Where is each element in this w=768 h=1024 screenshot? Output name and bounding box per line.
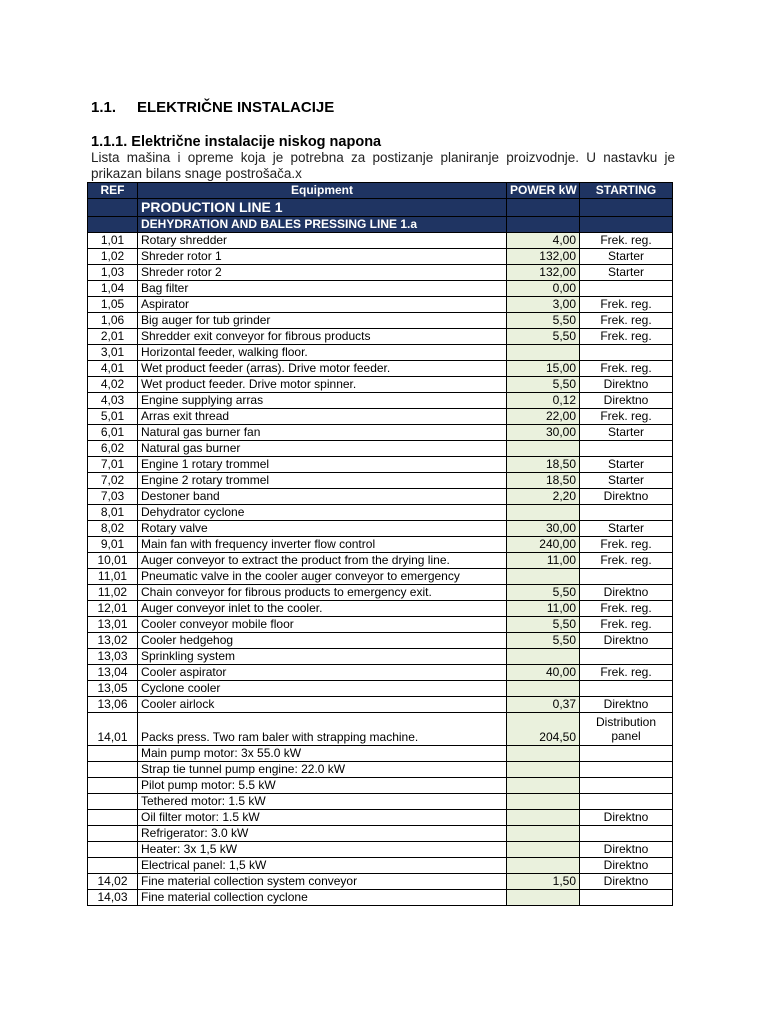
starting-cell: Frek. reg.	[580, 313, 673, 329]
ref-cell: 2,01	[88, 329, 138, 345]
ref-cell: 4,02	[88, 377, 138, 393]
power-cell	[507, 681, 580, 697]
table-row	[88, 265, 673, 281]
production-line-title: PRODUCTION LINE 1	[138, 199, 507, 217]
ref-cell: 3,01	[88, 345, 138, 361]
ref-cell: 8,01	[88, 505, 138, 521]
ref-cell: 14,03	[88, 890, 138, 906]
table-row	[88, 569, 673, 585]
production-line-row	[88, 199, 673, 217]
equipment-cell: Aspirator	[138, 297, 507, 313]
starting-cell: Direktno	[580, 697, 673, 713]
ref-cell: 14,01	[88, 713, 138, 746]
table-row	[88, 601, 673, 617]
table-row	[88, 778, 673, 794]
ref-cell: 1,05	[88, 297, 138, 313]
starting-cell: Direktno	[580, 858, 673, 874]
table-row	[88, 681, 673, 697]
ref-cell: 7,02	[88, 473, 138, 489]
starting-cell: Direktno	[580, 842, 673, 858]
table-row	[88, 473, 673, 489]
starting-cell	[580, 281, 673, 297]
power-cell	[507, 649, 580, 665]
starting-cell	[580, 794, 673, 810]
equipment-cell: Fine material collection cyclone	[138, 890, 507, 906]
power-cell	[507, 505, 580, 521]
ref-cell	[88, 762, 138, 778]
power-cell: 5,50	[507, 617, 580, 633]
equipment-cell: Pneumatic valve in the cooler auger conveyor to emergency	[138, 569, 507, 585]
ref-cell: 1,03	[88, 265, 138, 281]
starting-cell	[580, 345, 673, 361]
starting-cell	[580, 762, 673, 778]
starting-cell: Frek. reg.	[580, 537, 673, 553]
power-cell: 0,37	[507, 697, 580, 713]
starting-cell: Frek. reg.	[580, 601, 673, 617]
starting-cell	[580, 441, 673, 457]
starting-cell	[580, 826, 673, 842]
starting-cell: Starter	[580, 249, 673, 265]
starting-cell: Frek. reg.	[580, 233, 673, 249]
equipment-cell: Electrical panel: 1,5 kW	[138, 858, 507, 874]
power-cell	[507, 746, 580, 762]
power-cell: 4,00	[507, 233, 580, 249]
equipment-cell: Auger conveyor inlet to the cooler.	[138, 601, 507, 617]
starting-cell: Direktno	[580, 377, 673, 393]
ref-cell: 6,02	[88, 441, 138, 457]
starting-cell	[580, 569, 673, 585]
line-starting-cell	[580, 199, 673, 217]
equipment-cell: Heater: 3x 1,5 kW	[138, 842, 507, 858]
equipment-cell: Natural gas burner	[138, 441, 507, 457]
power-cell: 5,50	[507, 633, 580, 649]
equipment-cell: Natural gas burner fan	[138, 425, 507, 441]
table-row	[88, 746, 673, 762]
power-cell	[507, 890, 580, 906]
line-subtitle: DEHYDRATION AND BALES PRESSING LINE 1.a	[138, 217, 507, 233]
starting-cell: Starter	[580, 265, 673, 281]
starting-cell	[580, 746, 673, 762]
ref-cell: 13,01	[88, 617, 138, 633]
table-row	[88, 361, 673, 377]
equipment-cell: Big auger for tub grinder	[138, 313, 507, 329]
table-row	[88, 489, 673, 505]
table-row	[88, 697, 673, 713]
table-row	[88, 521, 673, 537]
line-ref-cell	[88, 199, 138, 217]
starting-cell: Distribution panel	[580, 713, 673, 746]
table-row	[88, 425, 673, 441]
equipment-cell: Packs press. Two ram baler with strapping machine.	[138, 713, 507, 746]
power-cell: 22,00	[507, 409, 580, 425]
starting-cell: Frek. reg.	[580, 553, 673, 569]
power-cell: 15,00	[507, 361, 580, 377]
starting-cell: Frek. reg.	[580, 329, 673, 345]
table-row	[88, 826, 673, 842]
ref-cell: 1,04	[88, 281, 138, 297]
starting-cell: Starter	[580, 521, 673, 537]
equipment-cell: Engine supplying arras	[138, 393, 507, 409]
table-body	[88, 199, 673, 906]
ref-cell: 1,06	[88, 313, 138, 329]
equipment-cell: Refrigerator: 3.0 kW	[138, 826, 507, 842]
ref-cell: 13,02	[88, 633, 138, 649]
ref-cell: 4,03	[88, 393, 138, 409]
table-row	[88, 665, 673, 681]
starting-cell	[580, 681, 673, 697]
section-heading	[91, 99, 334, 116]
ref-cell: 8,02	[88, 521, 138, 537]
equipment-cell: Chain conveyor for fibrous products to emergency exit.	[138, 585, 507, 601]
ref-cell: 1,01	[88, 233, 138, 249]
section-title: ELEKTRIČNE INSTALACIJE	[137, 99, 335, 116]
power-cell: 18,50	[507, 473, 580, 489]
equipment-cell: Dehydrator cyclone	[138, 505, 507, 521]
equipment-cell: Rotary valve	[138, 521, 507, 537]
ref-cell	[88, 778, 138, 794]
table-row	[88, 633, 673, 649]
power-cell: 11,00	[507, 601, 580, 617]
power-cell	[507, 858, 580, 874]
table-row	[88, 585, 673, 601]
ref-cell: 12,01	[88, 601, 138, 617]
starting-cell: Frek. reg.	[580, 297, 673, 313]
power-cell: 204,50	[507, 713, 580, 746]
table-row	[88, 249, 673, 265]
ref-cell	[88, 810, 138, 826]
equipment-cell: Cooler conveyor mobile floor	[138, 617, 507, 633]
starting-cell: Direktno	[580, 810, 673, 826]
ref-cell: 7,03	[88, 489, 138, 505]
table-row	[88, 810, 673, 826]
power-cell: 132,00	[507, 249, 580, 265]
equipment-cell: Shreder rotor 2	[138, 265, 507, 281]
table-row	[88, 649, 673, 665]
table-row	[88, 537, 673, 553]
table-row	[88, 313, 673, 329]
starting-cell: Starter	[580, 425, 673, 441]
table-row	[88, 393, 673, 409]
table-row	[88, 281, 673, 297]
table-row	[88, 441, 673, 457]
ref-cell	[88, 794, 138, 810]
ref-cell: 13,03	[88, 649, 138, 665]
power-cell: 5,50	[507, 585, 580, 601]
power-cell: 5,50	[507, 377, 580, 393]
table-row	[88, 505, 673, 521]
ref-cell: 4,01	[88, 361, 138, 377]
table-row	[88, 762, 673, 778]
table-row	[88, 329, 673, 345]
power-cell	[507, 842, 580, 858]
ref-cell: 10,01	[88, 553, 138, 569]
starting-cell	[580, 505, 673, 521]
ref-cell: 6,01	[88, 425, 138, 441]
equipment-cell: Main fan with frequency inverter flow control	[138, 537, 507, 553]
ref-cell: 11,01	[88, 569, 138, 585]
ref-cell	[88, 858, 138, 874]
table-row	[88, 345, 673, 361]
equipment-cell: Rotary shredder	[138, 233, 507, 249]
header-starting: STARTING	[580, 183, 673, 199]
power-cell: 5,50	[507, 329, 580, 345]
starting-cell: Frek. reg.	[580, 665, 673, 681]
subtitle-ref-cell	[88, 217, 138, 233]
ref-cell: 13,04	[88, 665, 138, 681]
equipment-cell: Cooler airlock	[138, 697, 507, 713]
power-cell: 2,20	[507, 489, 580, 505]
table-row	[88, 617, 673, 633]
ref-cell	[88, 746, 138, 762]
table-row	[88, 858, 673, 874]
power-cell	[507, 441, 580, 457]
starting-cell: Direktno	[580, 489, 673, 505]
starting-cell: Frek. reg.	[580, 361, 673, 377]
starting-cell: Direktno	[580, 633, 673, 649]
starting-cell: Starter	[580, 473, 673, 489]
equipment-cell: Wet product feeder. Drive motor spinner.	[138, 377, 507, 393]
ref-cell: 7,01	[88, 457, 138, 473]
starting-cell: Frek. reg.	[580, 617, 673, 633]
subsection-heading: 1.1.1. Električne instalacije niskog napona	[91, 134, 382, 150]
starting-cell: Frek. reg.	[580, 409, 673, 425]
table-row	[88, 409, 673, 425]
table-row	[88, 233, 673, 249]
equipment-cell: Wet product feeder (arras). Drive motor feeder.	[138, 361, 507, 377]
ref-cell: 5,01	[88, 409, 138, 425]
power-cell: 18,50	[507, 457, 580, 473]
subtitle-row	[88, 217, 673, 233]
line-power-cell	[507, 199, 580, 217]
power-cell: 240,00	[507, 537, 580, 553]
ref-cell	[88, 826, 138, 842]
equipment-cell: Shreder rotor 1	[138, 249, 507, 265]
power-cell: 30,00	[507, 425, 580, 441]
header-power: POWER kW	[507, 183, 580, 199]
equipment-cell: Destoner band	[138, 489, 507, 505]
equipment-cell: Horizontal feeder, walking floor.	[138, 345, 507, 361]
intro-paragraph: Lista mašina i opreme koja je potrebna za postizanje planiranje proizvodnje. U nastavku je prikazan bilans snage postrošača.x	[91, 150, 675, 181]
power-cell: 5,50	[507, 313, 580, 329]
power-cell	[507, 794, 580, 810]
table-row	[88, 794, 673, 810]
power-cell: 3,00	[507, 297, 580, 313]
subtitle-starting-cell	[580, 217, 673, 233]
equipment-cell: Oil filter motor: 1.5 kW	[138, 810, 507, 826]
power-cell	[507, 826, 580, 842]
equipment-cell: Pilot pump motor: 5.5 kW	[138, 778, 507, 794]
starting-cell: Direktno	[580, 393, 673, 409]
equipment-cell: Strap tie tunnel pump engine: 22.0 kW	[138, 762, 507, 778]
starting-cell: Direktno	[580, 585, 673, 601]
power-cell	[507, 345, 580, 361]
power-cell	[507, 762, 580, 778]
equipment-cell: Auger conveyor to extract the product from the drying line.	[138, 553, 507, 569]
header-equipment: Equipment	[138, 183, 507, 199]
table-row	[88, 553, 673, 569]
table-row	[88, 874, 673, 890]
power-cell: 30,00	[507, 521, 580, 537]
table-row	[88, 713, 673, 746]
power-cell: 132,00	[507, 265, 580, 281]
ref-cell: 11,02	[88, 585, 138, 601]
table-row	[88, 377, 673, 393]
subtitle-power-cell	[507, 217, 580, 233]
ref-cell	[88, 842, 138, 858]
ref-cell: 13,05	[88, 681, 138, 697]
equipment-table	[87, 182, 673, 906]
power-cell: 40,00	[507, 665, 580, 681]
table-row	[88, 890, 673, 906]
ref-cell: 13,06	[88, 697, 138, 713]
equipment-cell: Fine material collection system conveyor	[138, 874, 507, 890]
equipment-cell: Main pump motor: 3x 55.0 kW	[138, 746, 507, 762]
ref-cell: 9,01	[88, 537, 138, 553]
equipment-cell: Arras exit thread	[138, 409, 507, 425]
equipment-cell: Bag filter	[138, 281, 507, 297]
equipment-cell: Cooler aspirator	[138, 665, 507, 681]
starting-cell	[580, 890, 673, 906]
equipment-cell: Tethered motor: 1.5 kW	[138, 794, 507, 810]
equipment-cell: Engine 1 rotary trommel	[138, 457, 507, 473]
table-row	[88, 297, 673, 313]
equipment-cell: Shredder exit conveyor for fibrous products	[138, 329, 507, 345]
power-cell	[507, 810, 580, 826]
starting-cell: Direktno	[580, 874, 673, 890]
table-header-row	[88, 183, 673, 199]
power-cell: 0,00	[507, 281, 580, 297]
table-row	[88, 842, 673, 858]
power-cell: 11,00	[507, 553, 580, 569]
equipment-cell: Sprinkling system	[138, 649, 507, 665]
section-number: 1.1.	[91, 99, 117, 116]
starting-cell	[580, 778, 673, 794]
power-cell: 0,12	[507, 393, 580, 409]
starting-cell	[580, 649, 673, 665]
ref-cell: 14,02	[88, 874, 138, 890]
equipment-cell: Cyclone cooler	[138, 681, 507, 697]
equipment-cell: Engine 2 rotary trommel	[138, 473, 507, 489]
power-cell	[507, 778, 580, 794]
equipment-cell: Cooler hedgehog	[138, 633, 507, 649]
power-cell	[507, 569, 580, 585]
header-ref: REF	[88, 183, 138, 199]
starting-cell: Starter	[580, 457, 673, 473]
power-cell: 1,50	[507, 874, 580, 890]
table-row	[88, 457, 673, 473]
ref-cell: 1,02	[88, 249, 138, 265]
